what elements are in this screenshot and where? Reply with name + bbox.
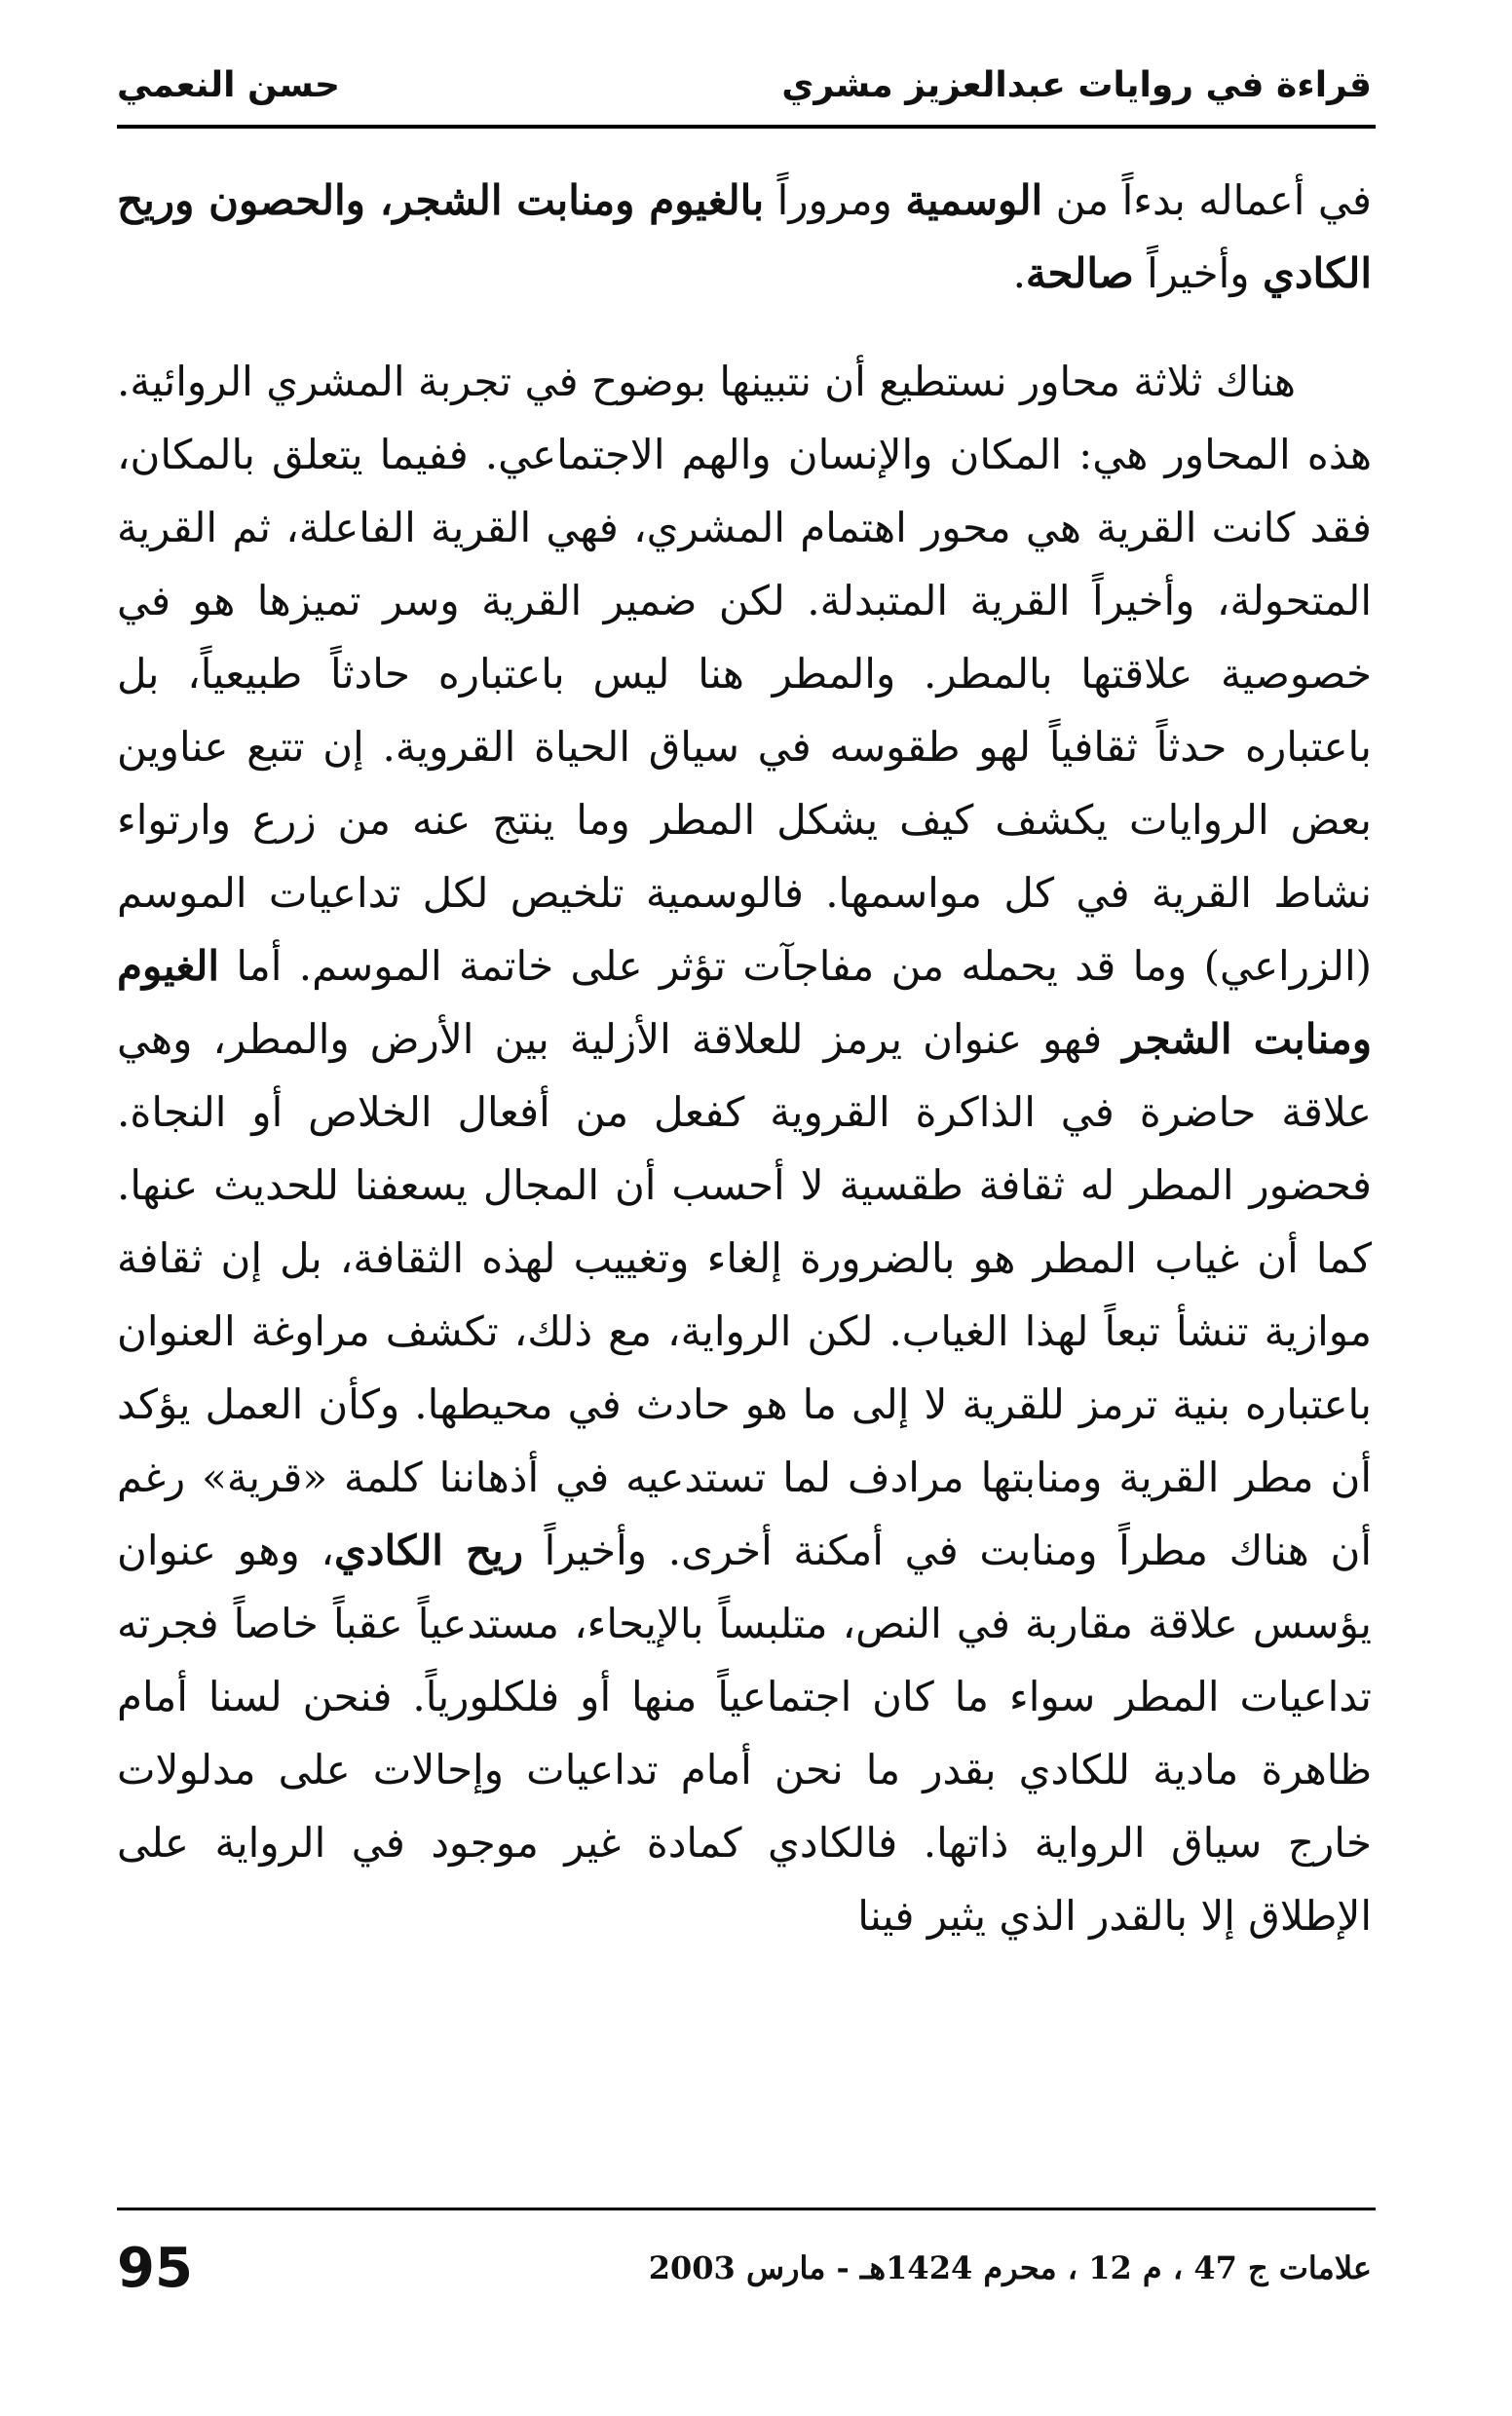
p1-bold-1: الوسمية (905, 176, 1043, 224)
p1-bold-2: بالغيوم ومنابت الشجر، والحصون وريح الكادي (117, 176, 1372, 297)
header-title: قراءة في روايات عبدالعزيز مشري (781, 64, 1372, 105)
header-author: حسن النعمي (117, 64, 340, 105)
p1-text-1: في أعماله بدءاً من (1042, 176, 1372, 224)
p2-text-2: فهو عنوان يرمز للعلاقة الأزلية بين الأرض والمطر، وهي علاقة حاضرة في الذاكرة القروية كفعل من أفعال الخلاص أو النجاة. فحضور المطر له ثقافة طقسية لا أحسب أن المجال يسعفنا للحديث عنها. كما أن غياب المطر هو بالضرورة إلغاء وتغييب لهذه الثقافة، بل إن ثقافة موازية تنشأ تبعاً لهذا الغياب. لكن الرواية، مع ذلك، تكشف مراوغة العنوان باعتباره بنية ترمز للقرية لا إلى ما هو حادث في محيطها. وكأن العمل يؤكد أن مطر القرية ومنابتها مرادف لما تستدعيه في أذهاننا كلمة «قرية» رغم أن هناك مطراً ومنابت في أمكنة أخرى. وأخيراً (117, 1015, 1372, 1574)
header-rule (117, 125, 1376, 129)
footer-rule (117, 2208, 1376, 2210)
p2-text-3: ، وهو عنوان يؤسس علاقة مقاربة في النص، متلبساً بالإيحاء، مستدعياً عقباً خاصاً فجرته تداعيات المطر سواء ما كان اجتماعياً منها أو فلكلورياً. فنحن لسنا أمام ظاهرة مادية للكادي بقدر ما نحن أمام تداعيات وإحالات على مدلولات خارج سياق الرواية ذاتها. فالكادي كمادة غير موجود في الرواية على الإطلاق إلا بالقدر الذي يثير فينا (117, 1527, 1372, 1940)
body-text (117, 164, 1372, 1952)
p2-bold-2: ريح الكادي (333, 1527, 523, 1574)
p1-text-2: ومروراً (764, 176, 906, 224)
p1-text-3: وأخيراً (1133, 249, 1263, 297)
paragraph-2 (117, 345, 1372, 1952)
running-footer (117, 2229, 1372, 2307)
p2-text-1: هناك ثلاثة محاور نستطيع أن نتبينها بوضوح في تجربة المشري الروائية. هذه المحاور هي: المكان والإنسان والهم الاجتماعي. ففيما يتعلق بالمكان، فقد كانت القرية هي محور اهتمام المشري، فهي القرية الفاعلة، ثم القرية المتحولة، وأخيراً القرية المتبدلة. لكن ضمير القرية وسر تميزها هو في خصوصية علاقتها بالمطر. والمطر هنا ليس باعتباره حادثاً طبيعياً، بل باعتباره حدثاً ثقافياً لهو طقوسه في سياق الحياة القروية. إن تتبع عناوين بعض الروايات يكشف كيف يشكل المطر وما ينتج عنه من زرع وارتواء نشاط القرية في كل مواسمها. فالوسمية تلخيص لكل تداعيات الموسم (الزراعي) وما قد يحمله من مفاجآت تؤثر على خاتمة الموسم. أما (117, 358, 1373, 990)
p2-bold-1: الغيوم ومنابت الشجر (117, 942, 1372, 1063)
p1-text-4: . (1012, 249, 1026, 297)
paragraph-1 (117, 164, 1372, 310)
page-number: 95 (117, 2236, 193, 2300)
journal-citation: علامات ج 47 ، م 12 ، محرم 1424هـ - مارس 2003 (648, 2249, 1372, 2286)
running-header (117, 51, 1372, 119)
p1-bold-3: صالحة (1025, 249, 1134, 297)
